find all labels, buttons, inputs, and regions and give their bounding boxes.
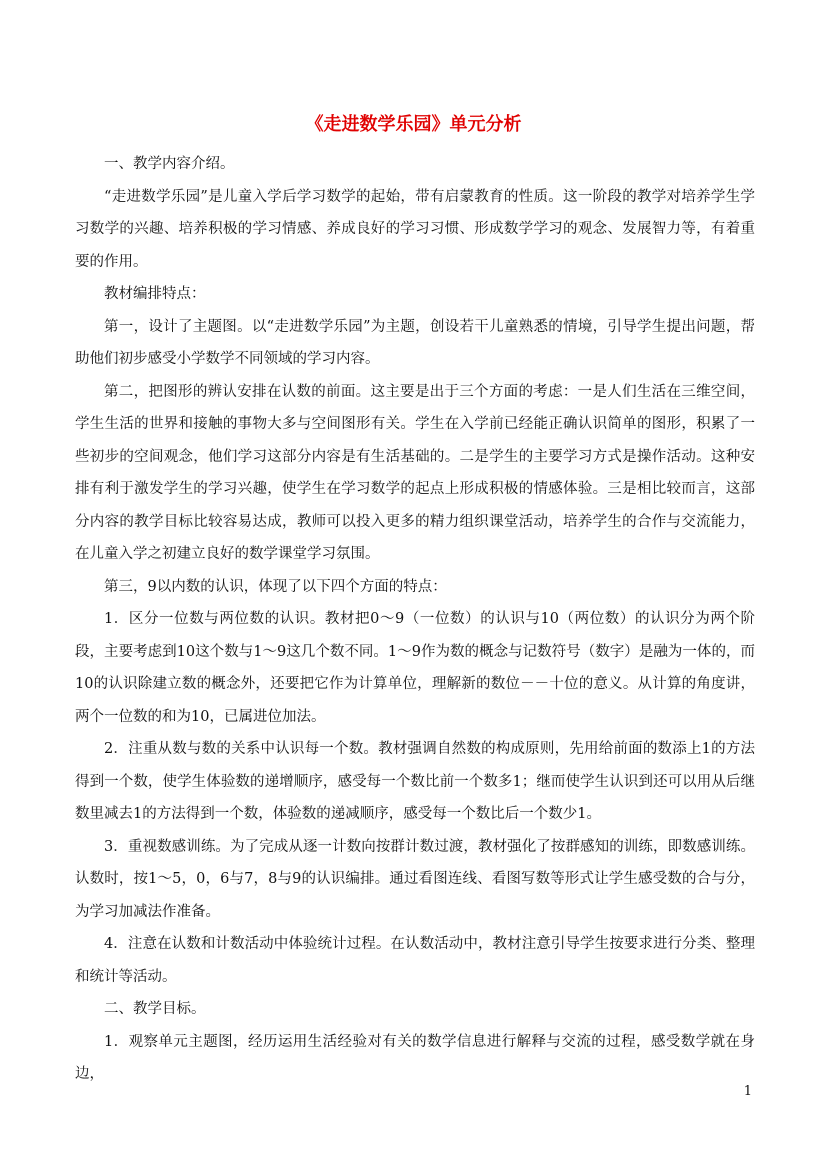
document-title: 《走进数学乐园》单元分析 bbox=[305, 114, 522, 135]
page-number: 1 bbox=[743, 1084, 752, 1099]
paragraph: 二、教学目标。 bbox=[104, 1001, 206, 1017]
paragraph: 4．注意在认数和计数活动中体验统计过程。在认数活动中，教材注意引导学生按要求进行分类、整理和统计等活动。 bbox=[75, 936, 755, 985]
paragraph: 1．区分一位数与两位数的认识。教材把0～9（一位数）的认识与10（两位数）的认识分为两个阶段，主要考虑到10这个数与1～9这几个数不同。1～9作为数的概念与记数符号（数字）是融为一体的，而10的认识除建立数的概念外，还要把它作为计算单位，理解新的数位－－十位的意义。从计算的角度讲，两个一位数的和为10，已属进位加法。 bbox=[75, 611, 755, 725]
document-body bbox=[75, 148, 755, 1091]
paragraph: 一、教学内容介绍。 bbox=[104, 156, 235, 172]
paragraph: 第三，9以内数的认识，体现了以下四个方面的特点： bbox=[104, 578, 447, 595]
paragraph: 第一，设计了主题图。以“走进数学乐园”为主题，创设若干儿童熟悉的情境，引导学生提出问题，帮助他们初步感受小学数学不同领域的学习内容。 bbox=[75, 318, 755, 367]
paragraph: 3．重视数感训练。为了完成从逐一计数向按群计数过渡，教材强化了按群感知的训练，即数感训练。认数时，按1～5，0，6与7，8与9的认识编排。通过看图连线、看图写数等形式让学生感受数的合与分，为学习加减法作准备。 bbox=[75, 838, 755, 920]
paragraph: 2．注重从数与数的关系中认识每一个数。教材强调自然数的构成原则，先用给前面的数添上1的方法得到一个数，使学生体验数的递增顺序，感受每一个数比前一个数多1；继而使学生认识到还可以用从后继数里减去1的方法得到一个数，体验数的递减顺序，感受每一个数比后一个数少1。 bbox=[75, 741, 755, 822]
paragraph: 教材编排特点： bbox=[104, 286, 206, 302]
paragraph: “走进数学乐园”是儿童入学后学习数学的起始，带有启蒙教育的性质。这一阶段的教学对培养学生学习数学的兴趣、培养积极的学习情感、养成良好的学习习惯、形成数学学习的观念、发展智力等，有着重要的作用。 bbox=[75, 188, 755, 270]
paragraph: 1．观察单元主题图，经历运用生活经验对有关的数学信息进行解释与交流的过程，感受数学就在身边， bbox=[75, 1033, 755, 1082]
paragraph: 第二，把图形的辨认安排在认数的前面。这主要是出于三个方面的考虑：一是人们生活在三维空间，学生生活的世界和接触的事物大多与空间图形有关。学生在入学前已经能正确认识简单的图形，积累了一些初步的空间观念，他们学习这部分内容是有生活基础的。二是学生的主要学习方式是操作活动。这种安排有利于激发学生的学习兴趣，使学生在学习数学的起点上形成积极的情感体验。三是相比较而言，这部分内容的教学目标比较容易达成，教师可以投入更多的精力组织课堂活动，培养学生的合作与交流能力，在儿童入学之初建立良好的数学课堂学习氛围。 bbox=[75, 383, 755, 562]
